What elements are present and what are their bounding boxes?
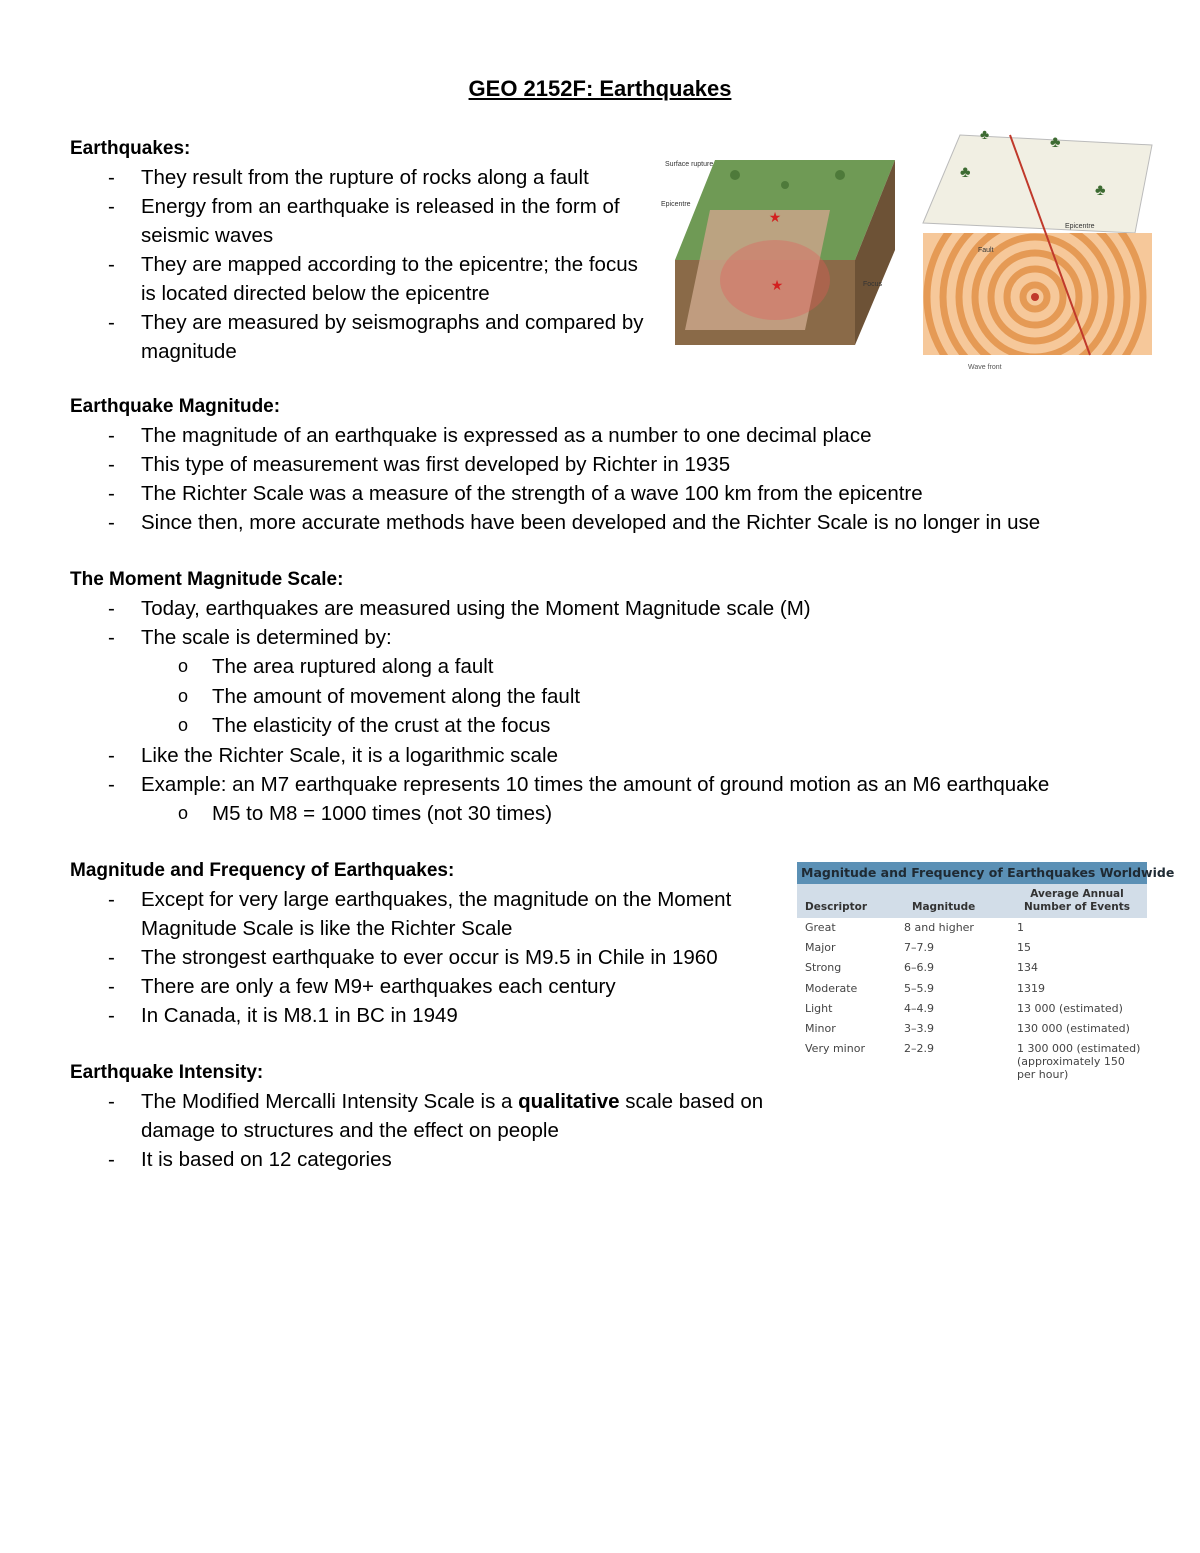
section-heading: Earthquakes: bbox=[70, 138, 191, 159]
list-item-text: Example: an M7 earthquake represents 10 times the amount of ground motion as an M6 earthquake bbox=[141, 772, 1050, 796]
list-item: - It is based on 12 categories bbox=[70, 1145, 775, 1174]
page-title: GEO 2152F: Earthquakes bbox=[468, 76, 732, 101]
bush-icon bbox=[781, 181, 789, 189]
list-item-text: The Modified Mercalli Intensity Scale is a bbox=[141, 1090, 519, 1113]
seismic-wave-diagram bbox=[920, 125, 1155, 375]
list-item bbox=[70, 770, 1170, 829]
table-cell: 1 300 000 (estimated) (approximately 150 per hour) bbox=[1017, 1042, 1141, 1082]
section-heading: Earthquake Magnitude: bbox=[70, 396, 281, 417]
table-cell: 6–6.9 bbox=[904, 961, 934, 975]
list-item bbox=[70, 1087, 775, 1145]
sub-list-item: o M5 to M8 = 1000 times (not 30 times) bbox=[141, 799, 1170, 829]
list-item: - This type of measurement was first developed by Richter in 1935 bbox=[70, 450, 1170, 479]
sub-list bbox=[141, 652, 1170, 741]
bush-icon bbox=[730, 170, 740, 180]
tree-icon: ♣ bbox=[980, 126, 990, 142]
table-row bbox=[797, 918, 1147, 938]
section-frequency bbox=[70, 856, 775, 1030]
section-heading: The Moment Magnitude Scale: bbox=[70, 569, 344, 590]
sub-list-item: o The elasticity of the crust at the focus bbox=[141, 711, 1170, 741]
section-magnitude bbox=[70, 392, 1170, 537]
table-cell: 1 bbox=[1017, 921, 1024, 934]
bullet-list bbox=[70, 421, 1170, 537]
table-row bbox=[797, 938, 1147, 958]
table-row bbox=[797, 979, 1147, 999]
epicentre-star-icon: ★ bbox=[768, 209, 782, 225]
section-earthquakes bbox=[70, 134, 645, 366]
table-body bbox=[797, 918, 1147, 1082]
list-item: - Since then, more accurate methods have been developed and the Richter Scale is no longer in use bbox=[70, 508, 1170, 537]
emphasis-text: qualitative bbox=[518, 1090, 620, 1113]
list-item: - Today, earthquakes are measured using the Moment Magnitude scale (M) bbox=[70, 594, 1170, 623]
list-item: - Like the Richter Scale, it is a logarithmic scale bbox=[70, 741, 1170, 770]
column-header: Descriptor bbox=[805, 901, 868, 913]
tree-icon: ♣ bbox=[1050, 134, 1061, 151]
table-header bbox=[797, 884, 1147, 918]
bullet-list bbox=[70, 594, 1170, 828]
table-cell: Great bbox=[805, 921, 836, 934]
list-item: - They are measured by seismographs and compared by magnitude bbox=[70, 308, 645, 366]
table-row bbox=[797, 1019, 1147, 1039]
label-focus: Focus bbox=[863, 281, 883, 288]
column-header: Magnitude bbox=[912, 901, 976, 913]
label-surface-rupture: Surface rupture bbox=[665, 161, 714, 168]
list-item bbox=[70, 623, 1170, 741]
ground-surface bbox=[923, 135, 1152, 233]
column-header: Average Annual Number of Events bbox=[1024, 888, 1130, 913]
fault-block-diagram bbox=[655, 140, 910, 350]
focus-star-icon: ★ bbox=[770, 277, 784, 293]
list-item: - The Richter Scale was a measure of the strength of a wave 100 km from the epicentre bbox=[70, 479, 1170, 508]
table-cell: 2–2.9 bbox=[904, 1042, 934, 1056]
tree-icon: ♣ bbox=[960, 164, 971, 181]
section-moment-magnitude bbox=[70, 565, 1170, 828]
table-cell: Moderate bbox=[805, 981, 858, 995]
table-cell: Light bbox=[805, 1001, 833, 1015]
magnitude-frequency-table bbox=[797, 862, 1175, 1090]
tree-icon: ♣ bbox=[1095, 182, 1106, 199]
label-fault: Fault bbox=[978, 247, 994, 254]
bullet-list bbox=[70, 163, 645, 366]
list-item: - Except for very large earthquakes, the magnitude on the Moment Magnitude Scale is like the Richter Scale bbox=[70, 885, 775, 943]
list-item-text: scale based on damage to structures and the effect on people bbox=[141, 1090, 764, 1142]
table-cell: 8 and higher bbox=[904, 921, 974, 934]
focus-point bbox=[1031, 293, 1039, 301]
list-item: - They result from the rupture of rocks along a fault bbox=[70, 163, 645, 192]
list-item: - In Canada, it is M8.1 in BC in 1949 bbox=[70, 1001, 775, 1030]
table-cell: 130 000 (estimated) bbox=[1017, 1021, 1130, 1035]
bullet-list bbox=[70, 1087, 775, 1174]
table-row bbox=[797, 958, 1147, 978]
label-epicentre: Epicentre bbox=[661, 201, 691, 208]
table-cell: 4–4.9 bbox=[904, 1001, 934, 1015]
sub-list-item: o The amount of movement along the fault bbox=[141, 682, 1170, 712]
label-wave-front: Wave front bbox=[968, 364, 1002, 371]
bush-icon bbox=[835, 170, 845, 180]
section-heading: Earthquake Intensity: bbox=[70, 1062, 264, 1083]
table-cell: Strong bbox=[805, 961, 842, 975]
table-title: Magnitude and Frequency of Earthquakes Worldwide bbox=[797, 862, 1147, 884]
bullet-list bbox=[70, 885, 775, 1030]
list-item: - The magnitude of an earthquake is expressed as a number to one decimal place bbox=[70, 421, 1170, 450]
table-cell: Major bbox=[805, 941, 836, 955]
table-row bbox=[797, 999, 1147, 1019]
list-item: - They are mapped according to the epicentre; the focus is located directed below the epicentre bbox=[70, 250, 645, 308]
label-epicentre: Epicentre bbox=[1065, 223, 1095, 230]
table-cell: 13 000 (estimated) bbox=[1017, 1001, 1123, 1015]
table-cell: 15 bbox=[1017, 941, 1031, 955]
list-item-text: The scale is determined by: bbox=[141, 626, 392, 649]
table-cell: 5–5.9 bbox=[904, 981, 934, 995]
sub-list bbox=[141, 799, 1170, 829]
list-item: - The strongest earthquake to ever occur is M9.5 in Chile in 1960 bbox=[70, 943, 775, 972]
table-cell: 134 bbox=[1017, 961, 1038, 975]
section-intensity bbox=[70, 1058, 775, 1174]
table-cell: 3–3.9 bbox=[904, 1021, 934, 1035]
list-item: - There are only a few M9+ earthquakes each century bbox=[70, 972, 775, 1001]
sub-list-item: o The area ruptured along a fault bbox=[141, 652, 1170, 682]
table-row bbox=[797, 1039, 1147, 1082]
table-cell: 1319 bbox=[1017, 981, 1045, 995]
list-item: - Energy from an earthquake is released in the form of seismic waves bbox=[70, 192, 645, 250]
table-cell: Minor bbox=[805, 1021, 836, 1035]
table-cell: 7–7.9 bbox=[904, 941, 934, 955]
table-cell: Very minor bbox=[805, 1042, 865, 1056]
section-heading: Magnitude and Frequency of Earthquakes: bbox=[70, 860, 455, 881]
